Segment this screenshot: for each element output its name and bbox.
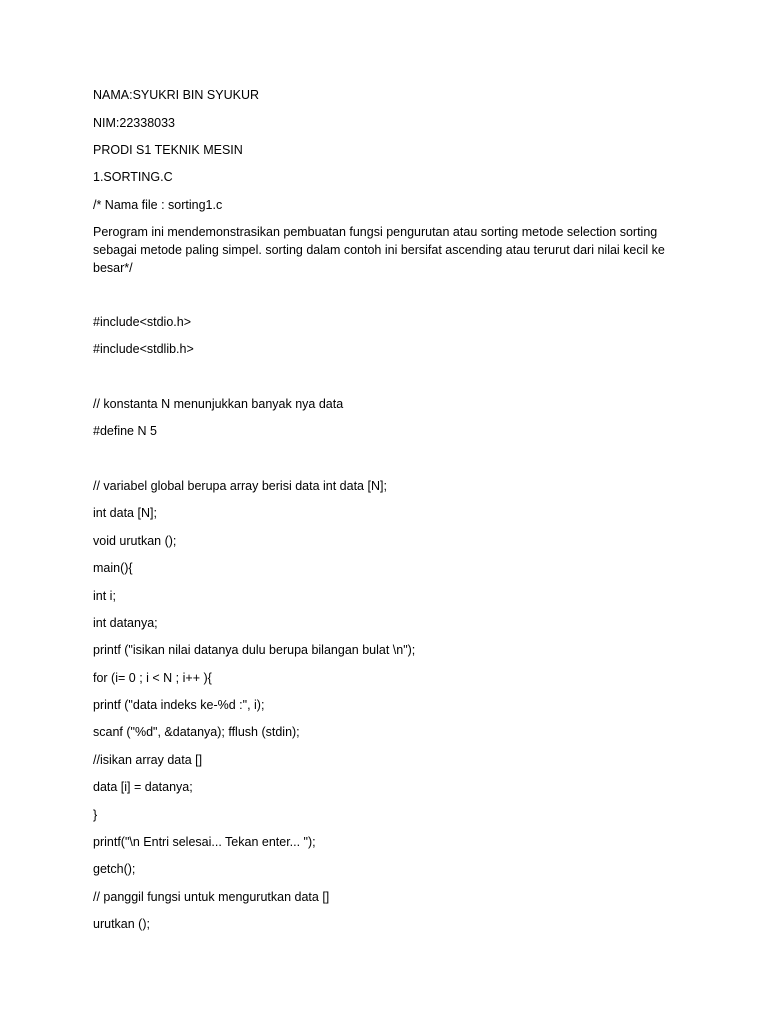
code-line-void-urutkan: void urutkan ();: [93, 534, 177, 548]
code-line-define-n: #define N 5: [93, 424, 157, 438]
study-program: PRODI S1 TEKNIK MESIN: [93, 143, 243, 157]
section-title: 1.SORTING.C: [93, 170, 173, 184]
code-line-printf-isikan: printf ("isikan nilai datanya dulu berupa bilangan bulat \n");: [93, 643, 416, 657]
code-line-int-data: int data [N];: [93, 506, 157, 520]
code-line-close-brace: }: [93, 808, 98, 822]
code-line-comment-konstanta: // konstanta N menunjukkan banyak nya data: [93, 397, 344, 411]
code-line-int-i: int i;: [93, 589, 116, 603]
code-line-comment-panggil: // panggil fungsi untuk mengurutkan data []: [93, 890, 330, 904]
code-line-int-datanya: int datanya;: [93, 616, 158, 630]
code-line-comment-isikan-array: //isikan array data []: [93, 753, 203, 767]
program-description: Perogram ini mendemonstrasikan pembuatan fungsi pengurutan atau sorting metode selection sorting sebagai metode paling simpel. sorting dalam contoh ini bersifat ascending atau terurut dari nilai kecil ke besar*/: [93, 225, 665, 275]
student-name: NAMA:SYUKRI BIN SYUKUR: [93, 88, 260, 102]
file-comment-header: /* Nama file : sorting1.c: [93, 198, 223, 212]
code-line-scanf: scanf ("%d", &datanya); fflush (stdin);: [93, 725, 300, 739]
student-nim: NIM:22338033: [93, 116, 176, 130]
code-line-for-loop: for (i= 0 ; i < N ; i++ ){: [93, 671, 212, 685]
code-line-printf-entri: printf("\n Entri selesai... Tekan enter... ");: [93, 835, 316, 849]
code-line-include-stdio: #include<stdio.h>: [93, 315, 191, 329]
code-line-assign-data: data [i] = datanya;: [93, 780, 193, 794]
code-line-main: main(){: [93, 561, 133, 575]
code-line-include-stdlib: #include<stdlib.h>: [93, 342, 194, 356]
code-line-getch: getch();: [93, 862, 136, 876]
code-line-comment-variabel: // variabel global berupa array berisi data int data [N];: [93, 479, 387, 493]
code-line-urutkan-call: urutkan ();: [93, 917, 150, 931]
code-line-printf-indeks: printf ("data indeks ke-%d :", i);: [93, 698, 265, 712]
